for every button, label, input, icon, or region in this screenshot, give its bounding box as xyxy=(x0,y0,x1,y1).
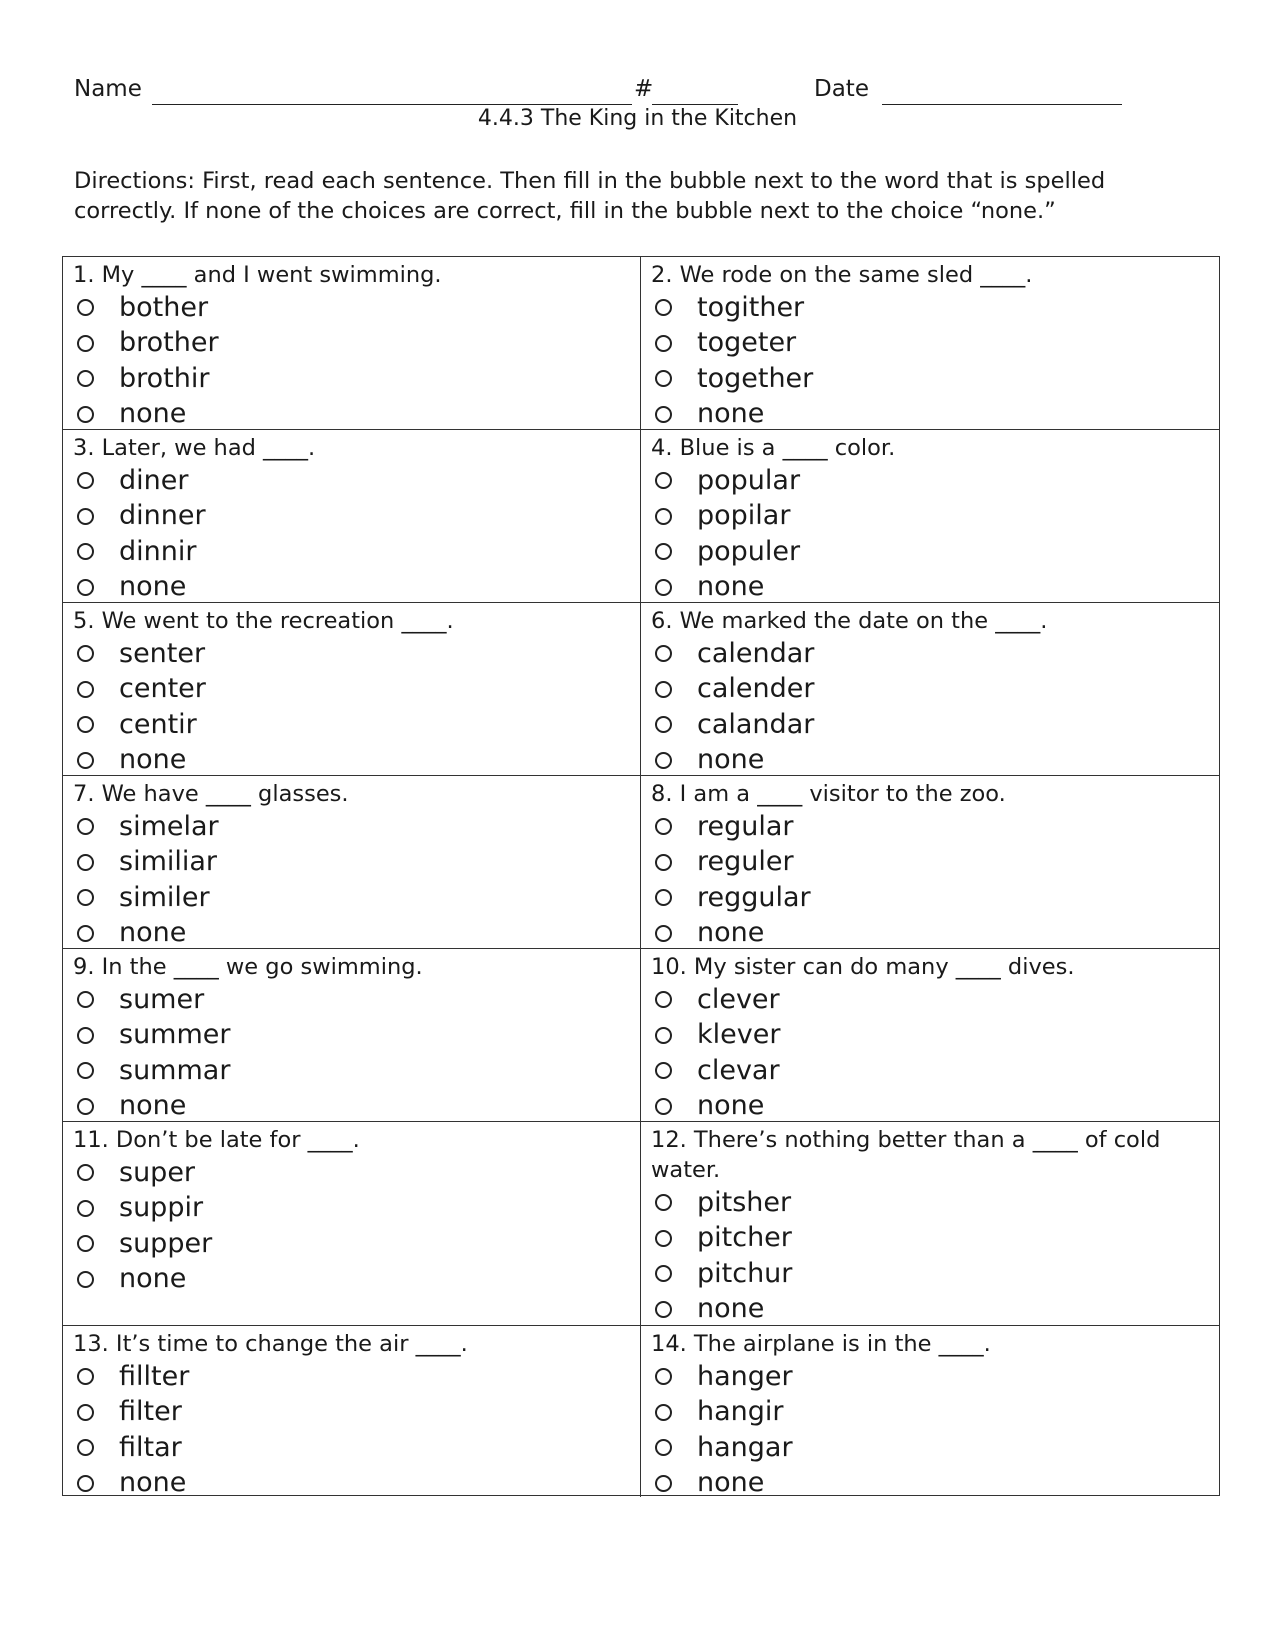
answer-option[interactable] xyxy=(651,570,1209,604)
answer-label: reggular xyxy=(697,881,811,913)
answer-label: bother xyxy=(119,291,209,323)
answer-option[interactable] xyxy=(73,1395,630,1431)
answer-label: none xyxy=(697,1467,765,1497)
question-text: 3. Later, we had ____. xyxy=(73,435,316,461)
question-cell xyxy=(641,603,1219,776)
answer-bubble[interactable] xyxy=(77,1164,94,1181)
question-cell xyxy=(63,949,641,1122)
answer-bubble[interactable] xyxy=(655,818,672,835)
question-cell xyxy=(641,257,1219,430)
answer-label: pitcher xyxy=(697,1222,792,1254)
answer-bubble[interactable] xyxy=(655,472,672,489)
answer-label: pitchur xyxy=(697,1257,793,1289)
answer-option[interactable] xyxy=(651,1185,1209,1221)
answer-label: pitsher xyxy=(697,1186,792,1218)
answer-option[interactable] xyxy=(651,397,1209,431)
answer-option[interactable] xyxy=(651,1256,1209,1292)
answer-bubble[interactable] xyxy=(77,854,94,871)
answer-option[interactable] xyxy=(651,463,1209,499)
answer-bubble[interactable] xyxy=(77,681,94,698)
answer-option[interactable] xyxy=(73,290,630,326)
answer-bubble[interactable] xyxy=(655,681,672,698)
answer-option[interactable] xyxy=(73,534,630,570)
answer-bubble[interactable] xyxy=(655,1301,672,1318)
answer-label: dinner xyxy=(119,500,206,532)
answer-option[interactable] xyxy=(73,1262,630,1298)
answer-label: none xyxy=(119,1467,187,1497)
answer-label: clevar xyxy=(697,1054,780,1086)
question-cell xyxy=(641,776,1219,949)
answer-option[interactable] xyxy=(73,809,630,845)
answer-option[interactable] xyxy=(651,916,1209,950)
answer-label: suppir xyxy=(119,1192,204,1224)
answer-bubble[interactable] xyxy=(655,1265,672,1282)
question-text: 7. We have ____ glasses. xyxy=(73,781,349,807)
question-text: 5. We went to the recreation ____. xyxy=(73,608,454,634)
answer-bubble[interactable] xyxy=(655,991,672,1008)
answer-label: dinnir xyxy=(119,535,197,567)
answer-bubble[interactable] xyxy=(77,818,94,835)
answer-option[interactable] xyxy=(651,361,1209,397)
answer-bubble[interactable] xyxy=(655,854,672,871)
answer-option[interactable] xyxy=(73,916,630,950)
answer-label: hangar xyxy=(697,1431,793,1463)
answer-bubble[interactable] xyxy=(655,370,672,387)
answer-option[interactable] xyxy=(73,845,630,881)
question-text: 12. There’s nothing better than a ____ of cold water. xyxy=(651,1127,1161,1183)
answer-label: simelar xyxy=(119,810,219,842)
answer-bubble[interactable] xyxy=(77,889,94,906)
answer-option[interactable] xyxy=(651,1395,1209,1431)
answer-option[interactable] xyxy=(651,1089,1209,1123)
answer-option[interactable] xyxy=(73,880,630,916)
answer-label: regular xyxy=(697,810,794,842)
date-label: Date xyxy=(814,76,869,102)
answer-label: popular xyxy=(697,464,801,496)
answer-option[interactable] xyxy=(651,809,1209,845)
answer-label: hangir xyxy=(697,1396,784,1428)
answer-label: none xyxy=(119,571,187,603)
answer-bubble[interactable] xyxy=(655,645,672,662)
answer-bubble[interactable] xyxy=(655,1404,672,1421)
answer-bubble[interactable] xyxy=(77,1475,94,1492)
answer-label: calendar xyxy=(697,637,815,669)
question-text: 1. My ____ and I went swimming. xyxy=(73,262,442,288)
answer-label: togeter xyxy=(697,327,797,359)
answer-option[interactable] xyxy=(651,672,1209,708)
answer-option[interactable] xyxy=(73,1430,630,1466)
answer-label: clever xyxy=(697,983,780,1015)
answer-option[interactable] xyxy=(651,290,1209,326)
answer-option[interactable] xyxy=(73,707,630,743)
answer-label: none xyxy=(119,398,187,430)
answer-bubble[interactable] xyxy=(655,1062,672,1079)
answer-label: togither xyxy=(697,291,805,323)
answer-bubble[interactable] xyxy=(655,889,672,906)
answer-bubble[interactable] xyxy=(655,543,672,560)
answer-label: reguler xyxy=(697,846,794,878)
answer-bubble[interactable] xyxy=(655,925,672,942)
answer-label: similer xyxy=(119,881,210,913)
answer-option[interactable] xyxy=(651,326,1209,362)
answer-option[interactable] xyxy=(73,1226,630,1262)
answer-bubble[interactable] xyxy=(77,991,94,1008)
name-field[interactable] xyxy=(152,104,632,105)
answer-option[interactable] xyxy=(73,1191,630,1227)
answer-option[interactable] xyxy=(651,1466,1209,1498)
answer-bubble[interactable] xyxy=(77,645,94,662)
answer-label: none xyxy=(119,744,187,776)
question-text: 8. I am a ____ visitor to the zoo. xyxy=(651,781,1006,807)
answer-option[interactable] xyxy=(651,1018,1209,1054)
question-cell xyxy=(641,949,1219,1122)
question-text: 2. We rode on the same sled ____. xyxy=(651,262,1033,288)
answer-label: centir xyxy=(119,708,197,740)
answer-bubble[interactable] xyxy=(77,716,94,733)
answer-option[interactable] xyxy=(73,499,630,535)
question-cell xyxy=(641,1326,1219,1497)
answer-label: none xyxy=(697,1293,765,1325)
answer-label: calender xyxy=(697,673,815,705)
answer-bubble[interactable] xyxy=(77,1404,94,1421)
answer-bubble[interactable] xyxy=(655,1098,672,1115)
answer-option[interactable] xyxy=(651,1221,1209,1257)
answer-bubble[interactable] xyxy=(77,543,94,560)
answer-option[interactable] xyxy=(651,636,1209,672)
answer-bubble[interactable] xyxy=(77,508,94,525)
answer-option[interactable] xyxy=(651,1430,1209,1466)
answer-option[interactable] xyxy=(651,845,1209,881)
question-cell xyxy=(63,257,641,430)
answer-label: similiar xyxy=(119,846,218,878)
question-text: 13. It’s time to change the air ____. xyxy=(73,1331,468,1357)
answer-option[interactable] xyxy=(651,499,1209,535)
answer-option[interactable] xyxy=(73,570,630,604)
answer-label: none xyxy=(119,1263,187,1295)
answer-label: center xyxy=(119,673,206,705)
answer-bubble[interactable] xyxy=(77,1062,94,1079)
answer-label: supper xyxy=(119,1227,213,1259)
question-cell xyxy=(63,1326,641,1497)
answer-bubble[interactable] xyxy=(77,370,94,387)
answer-option[interactable] xyxy=(651,982,1209,1018)
question-cell xyxy=(641,430,1219,603)
answer-bubble[interactable] xyxy=(655,1027,672,1044)
question-text: 11. Don’t be late for ____. xyxy=(73,1127,360,1153)
answer-label: none xyxy=(697,571,765,603)
question-cell xyxy=(641,1122,1219,1326)
answer-bubble[interactable] xyxy=(655,1368,672,1385)
answer-option[interactable] xyxy=(73,672,630,708)
answer-label: none xyxy=(697,1090,765,1122)
question-cell xyxy=(63,603,641,776)
answer-option[interactable] xyxy=(651,1292,1209,1327)
answer-bubble[interactable] xyxy=(655,1475,672,1492)
answer-bubble[interactable] xyxy=(77,1098,94,1115)
answer-label: summar xyxy=(119,1054,231,1086)
answer-bubble[interactable] xyxy=(77,579,94,596)
number-label: # xyxy=(634,76,654,102)
answer-bubble[interactable] xyxy=(655,335,672,352)
answer-option[interactable] xyxy=(73,1053,630,1089)
answer-option[interactable] xyxy=(651,1053,1209,1089)
question-text: 6. We marked the date on the ____. xyxy=(651,608,1048,634)
directions: Directions: First, read each sentence. Then fill in the bubble next to the word that is spelled correctly. If none of the choices are correct, fill in the bubble next to the choice “none.” xyxy=(74,168,1106,224)
answer-label: super xyxy=(119,1156,196,1188)
answer-label: sumer xyxy=(119,983,205,1015)
answer-label: diner xyxy=(119,464,189,496)
answer-bubble[interactable] xyxy=(655,1194,672,1211)
name-label: Name xyxy=(74,76,142,102)
answer-option[interactable] xyxy=(73,982,630,1018)
question-cell xyxy=(63,776,641,949)
answer-option[interactable] xyxy=(73,636,630,672)
answer-bubble[interactable] xyxy=(77,1368,94,1385)
date-field[interactable] xyxy=(882,104,1122,105)
answer-label: none xyxy=(119,1090,187,1122)
answer-option[interactable] xyxy=(651,707,1209,743)
answer-label: none xyxy=(119,917,187,949)
answer-bubble[interactable] xyxy=(77,752,94,769)
answer-bubble[interactable] xyxy=(77,1027,94,1044)
answer-bubble[interactable] xyxy=(77,1271,94,1288)
question-text: 10. My sister can do many ____ dives. xyxy=(651,954,1075,980)
question-text: 14. The airplane is in the ____. xyxy=(651,1331,991,1357)
answer-label: together xyxy=(697,362,814,394)
worksheet-title: 4.4.3 The King in the Kitchen xyxy=(477,106,798,131)
answer-bubble[interactable] xyxy=(655,1439,672,1456)
answer-bubble[interactable] xyxy=(77,925,94,942)
answer-option[interactable] xyxy=(651,534,1209,570)
question-cell xyxy=(63,1122,641,1326)
number-field[interactable] xyxy=(652,104,738,105)
answer-label: senter xyxy=(119,637,206,669)
answer-bubble[interactable] xyxy=(655,752,672,769)
answer-label: summer xyxy=(119,1019,231,1051)
answer-label: fillter xyxy=(119,1360,190,1392)
answer-bubble[interactable] xyxy=(655,406,672,423)
answer-bubble[interactable] xyxy=(655,1230,672,1247)
answer-label: hanger xyxy=(697,1360,793,1392)
answer-option[interactable] xyxy=(651,880,1209,916)
answer-option[interactable] xyxy=(73,361,630,397)
answer-option[interactable] xyxy=(73,463,630,499)
answer-bubble[interactable] xyxy=(655,716,672,733)
answer-bubble[interactable] xyxy=(77,1200,94,1217)
answer-bubble[interactable] xyxy=(655,508,672,525)
answer-label: filter xyxy=(119,1396,182,1428)
header-line xyxy=(74,76,1134,108)
answer-bubble[interactable] xyxy=(77,406,94,423)
answer-label: brother xyxy=(119,327,219,359)
answer-option[interactable] xyxy=(73,1359,630,1395)
answer-bubble[interactable] xyxy=(655,579,672,596)
answer-option[interactable] xyxy=(651,743,1209,777)
answer-option[interactable] xyxy=(73,1466,630,1498)
answer-option[interactable] xyxy=(73,1089,630,1123)
question-text: 9. In the ____ we go swimming. xyxy=(73,954,423,980)
answer-option[interactable] xyxy=(73,326,630,362)
question-grid xyxy=(62,256,1220,1496)
answer-bubble[interactable] xyxy=(77,1235,94,1252)
answer-label: populer xyxy=(697,535,801,567)
answer-option[interactable] xyxy=(73,1155,630,1191)
answer-option[interactable] xyxy=(73,743,630,777)
answer-label: klever xyxy=(697,1019,781,1051)
answer-label: brothir xyxy=(119,362,210,394)
answer-label: none xyxy=(697,917,765,949)
answer-bubble[interactable] xyxy=(77,335,94,352)
answer-bubble[interactable] xyxy=(77,472,94,489)
answer-label: filtar xyxy=(119,1431,182,1463)
answer-bubble[interactable] xyxy=(77,299,94,316)
answer-label: none xyxy=(697,398,765,430)
answer-label: calandar xyxy=(697,708,815,740)
answer-option[interactable] xyxy=(73,1018,630,1054)
answer-option[interactable] xyxy=(73,397,630,431)
question-cell xyxy=(63,430,641,603)
answer-bubble[interactable] xyxy=(77,1439,94,1456)
answer-label: none xyxy=(697,744,765,776)
answer-option[interactable] xyxy=(651,1359,1209,1395)
answer-label: popilar xyxy=(697,500,791,532)
answer-bubble[interactable] xyxy=(655,299,672,316)
question-text: 4. Blue is a ____ color. xyxy=(651,435,896,461)
